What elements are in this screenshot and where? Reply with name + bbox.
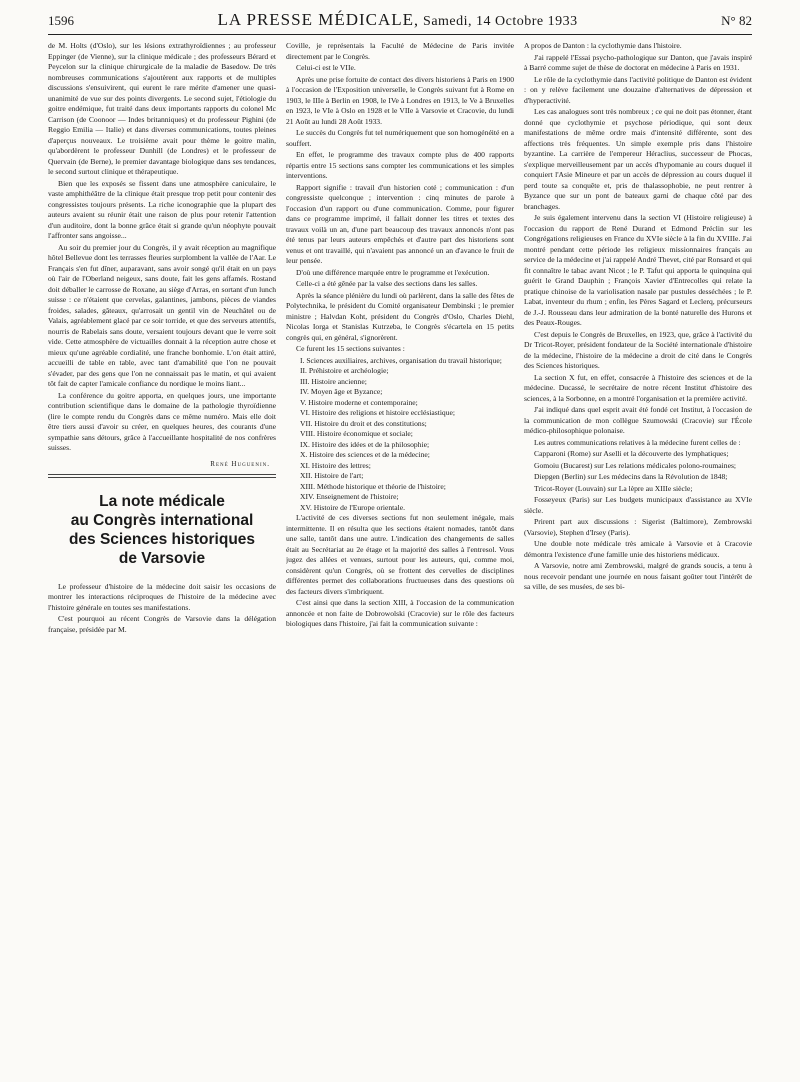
article-title <box>48 492 276 568</box>
paragraph: En effet, le programme des travaux compte plus de 400 rapports répartis entre 15 sections sans compter les communications et les simples interventions. <box>286 150 514 180</box>
paragraph: C'est pourquoi au récent Congrès de Varsovie dans la délégation française, présidée par M. <box>48 614 276 634</box>
column-3 <box>524 41 752 636</box>
paragraph: Rapport signifie : travail d'un historien coté ; communication : d'un congressiste quelconque ; intervention : cinq minutes de parole à l'occasion d'un rapport ou d'une communication. Comme, pour figurer dans ce programme imprimé, il fallait donner les titres et textes des travaux voilà un an, d'une part beaucoup des travaux annoncés n'ont pas été tenus par leurs auteurs empêchés et d'autre part des historiens sont venus et ont travaillé, qui n'avaient pas annoncé un an d'avance le fruit de leur pensée. <box>286 182 514 265</box>
paragraph: J'ai rappelé l'Essai psycho-pathologique sur Danton, que j'avais inspiré à Barré comme sujet de thèse de doctorat en médecine à Paris en 1931. <box>524 52 752 72</box>
paragraph: Gomoiu (Bucarest) sur Les relations médicales polono-roumaines; <box>534 460 737 470</box>
paragraph: J'ai indiqué dans quel esprit avait été fondé cet Institut, à l'occasion de la communication de mon collègue Szumowski (Cracovie) sur l'École médico-philosophique polonaise. <box>524 405 752 435</box>
section-list-item: VIII. Histoire économique et sociale; <box>300 429 413 438</box>
paragraph: Le professeur d'histoire de la médecine doit saisir les occasions de montrer les interactions réciproques de l'histoire de la médecine avec l'histoire générale en toutes ses manifestations. <box>48 581 276 612</box>
paragraph: Une double note médicale très amicale à Varsovie et à Cracovie démontra l'existence d'une famille unie des historiens médicaux. <box>524 539 752 559</box>
paragraph: La conférence du goitre apporta, en quelques jours, une importante contribution scientifique dans le domaine de la pathologie thyroïdienne (lire le compte rendu du Congrès dans ce même numéro. Mais elle doit être tiers aussi d'avoir su créer, en quelques heures, des courants d'une sympathie sans détours, grâce à l'accueillante hospitalité de nos confrères suisses. <box>48 390 276 452</box>
masthead: LA PRESSE MÉDICALE, Samedi, 14 Octobre 1933 <box>217 10 578 29</box>
text-columns <box>48 41 752 636</box>
paragraph: A propos de Danton : la cyclothymie dans l'histoire. <box>524 41 682 50</box>
paragraph: La section X fut, en effet, consacrée à l'histoire des sciences et de la médecine. Ducassé, le secrétaire de notre récent Institut d'histoire des sciences, à la Sorbonne, en a montré l'organisation et la première activité. <box>524 372 752 403</box>
paragraph: D'où une différence marquée entre le programme et l'exécution. <box>296 267 490 277</box>
section-list-item: XV. Histoire de l'Europe orientale. <box>300 502 405 512</box>
paragraph: Les cas analogues sont très nombreux ; ce qui ne doit pas étonner, étant donné que cyclothymie et psychose périodique, qui sont deux manifestations de même ordre mais d'intensité différente, sont des affections très fréquentes. Un simple exemple pris dans l'histoire byzantine. La carrière de l'empereur Héraclius, successeur de Phocas, s'explique merveilleusement par un accès d'hypomanie au cours duquel il conquiert l'Asie Mineure et par un accès de dépression au cours duquel il perd toute sa conquête et, pris de thalassophobie, ne peut rentrer à Byzance que sur un pont de bateaux garni de chaque côté par des branchages. <box>524 107 752 211</box>
paragraph: Coville, je représentais la Faculté de Médecine de Paris invitée directement par le Congrès. <box>286 41 514 61</box>
section-list-item: VII. Histoire du droit et des constitutions; <box>300 418 427 428</box>
paragraph: A Varsovie, notre ami Zembrowski, malgré de grands soucis, a tenu à nous recevoir pendant une journée en nous faisant goûter tout l'intérêt de sa ville, de ses musées, de ses bi- <box>524 561 752 591</box>
paragraph: de M. Holts (d'Oslo), sur les lésions extrathyroïdiennes ; au professeur Eppinger (de Vienne), sur la clinique médicale ; des professeurs Bérard et Peycelon sur la clinique chirurgicale de la maladie de Basedow. De très nombreuses communications s'ajoutèrent aux rapports et de multiples discussions s'ensuivirent, qui eurent le rare mérite d'amener une quasi-unanimité de vue sur des points divergents. Le second sujet, l'étiologie du goitre endémique, fut traité dans deux importants rapports du colonel Mc Carrison (de Coonoor — Indes britanniques) et du professeur Pighini (de Reggio Emilia — Italie) et dans diverses communications, toutes pleines d'aperçus nouveaux. Le troisième avait pour thème le goitre malin, qu'abordèrent le professeur Dunhill (de Londres) et le professeur de Quervain (de Berne), le premier davantage biologique dans ses tendances, le second surtout clinique et thérapeutique. <box>48 41 276 176</box>
section-list-item: XIII. Méthode historique et théorie de l'histoire; <box>300 481 446 491</box>
paragraph: Le succès du Congrès fut tel numériquement que son homogénéité en a souffert. <box>286 128 514 148</box>
paragraph: Fosseyeux (Paris) sur Les budgets municipaux d'assistance au XVIe siècle. <box>524 495 752 515</box>
paragraph: Prirent part aux discussions : Sigerist (Baltimore), Zembrowski (Varsovie), Stephen d'Irsey (Paris). <box>524 517 752 537</box>
paragraph: Après la séance plénière du lundi où parlèrent, dans la salle des fêtes de Polytechnika, le président du Comité organisateur Dembinski ; le premier ministre ; Halvdan Koht, président du Congrès d'Oslo, Charles Diehl, Nicolas Iorga et Stanislas Kutrzeba, le Congrès s'écartela en 15 petits congrès qui, en général, s'ignorèrent. <box>286 290 514 342</box>
paragraph: Je suis également intervenu dans la section VI (Histoire religieuse) à l'occasion du rapport de René Durand et Edmond Préclin sur les Congrégations religieuses en France du XVIe siècle à la fin du XVIIIe. J'ai montré pendant cette période les religieux missionnaires français au service de la médecine et j'ai rappelé André Thevet, cité par Ronsard et qui fit connaître le tabac avant Nicot ; le P. Tafut qui apporta le quinquina qui guérit le Grand Dauphin ; François Xavier d'Entrecolles qui relate la pratique chinoise de la variolisation nasale par pustules desséchées ; le P. Labat, inventeur du rhum ; enfin, les Pères Sagard et Leclerq, précurseurs de J.-J. Rousseau dans leur admiration de la bonté naturelle des Hurons et des Peaux-Rouges. <box>524 213 752 327</box>
section-list-item: VI. Histoire des religions et histoire ecclésiastique; <box>300 408 455 417</box>
paragraph: Au soir du premier jour du Congrès, il y avait réception au magnifique hôtel Bellevue dont les terrasses fleuries surplombent la vallée de l'Aar. Le Français s'en fut dîner, auparavant, sans avoir songé qu'il était en un pays où l'air de l'Oberland neigeux, sans doute, fait les gens affamés. Rostand doit déballer le carrosse de Roxane, au siège d'Arras, en sortant d'un lunch suisse : ce n'étaient que cervelas, galantines, jambons, pièces de viandes froides, salades, gâteaux, qu'arrosait un gentil vin de Neuchâtel ou de Valais, agréablement glacé par ce soir torride, et que des serveurs attentifs, nourris de Rabelais sans doute, versaient toujours devant que le verre soit vide. Cette atmosphère de victuailles donnait à la réception autre chose et mieux qu'une agréable cordialité, une franche bonhomie. L'on était attiré, accueilli de table en table, avec tant d'amabilité que l'on ne pouvait s'évader, par des gens que l'on ne connaissait pas le matin, et qui avaient tôt fait de capter l'amicale confiance du nordique le moins liant... <box>48 242 276 388</box>
title-line: La note médicale <box>99 492 225 510</box>
section-list-item: IX. Histoire des idées et de la philosophie; <box>300 439 430 449</box>
paragraph: Diepgen (Berlin) sur Les médecins dans la Révolution de 1848; <box>534 472 728 481</box>
paragraph: Capparoni (Rome) sur Aselli et la découverte des lymphatiques; <box>534 449 729 458</box>
paragraph: Bien que les exposés se fissent dans une atmosphère caniculaire, le vaste amphithéâtre de la clinique était presque trop petit pour contenir des congressistes toujours présents. La riche iconographie que la plupart des auteurs avaient su réunir était une raison de plus pour retenir l'attention d'un auditoire, dont la bonne grâce était si grande qu'un néophyte pouvait l'affronter sans angoisse... <box>48 178 276 240</box>
title-line: des Sciences historiques <box>68 530 256 548</box>
paragraph: L'activité de ces diverses sections fut non seulement inégale, mais intermittente. Il en résulta que les sections étaient nomades, tantôt dans une salle, tantôt dans une autre. L'indication des changements de salles était au Secrétariat au 2e étage et la majorité des salles à l'entresol. Vous jugez des allées et venues, surtout pour les auteurs, qui, comme moi, considèrent qu'un Congrès, où se frottent des cervelles de disciplines différentes permet des collaborations fructueuses dans des questions où des facteurs divers s'imbriquent. <box>286 513 514 596</box>
column-1 <box>48 41 276 636</box>
section-list-item: XI. Histoire des lettres; <box>300 460 371 470</box>
section-list-item: V. Histoire moderne et contemporaine; <box>300 397 418 407</box>
page-header <box>48 10 752 35</box>
paragraph: Les autres communications relatives à la médecine furent celles de : <box>534 437 741 447</box>
paragraph: C'est ainsi que dans la section XIII, à l'occasion de la communication annoncée et non faite de Dobrowolski (Cracovie) sur le rôle des facteurs biologiques dans l'histoire, j'ai fait la communication suivante : <box>286 598 514 628</box>
paragraph: Le rôle de la cyclothymie dans l'activité politique de Danton est évident : on y relève facilement une douzaine d'alternatives de dépression et d'hyperactivité. <box>524 74 752 105</box>
paragraph: Ce furent les 15 sections suivantes : <box>296 344 405 353</box>
paragraph: C'est depuis le Congrès de Bruxelles, en 1923, que, grâce à l'activité du Dr Tricot-Royer, président fondateur de la Société internationale d'histoire de la médecine, l'histoire de la médecine a droit de cité dans le Congrès des Sciences historiques. <box>524 329 752 370</box>
title-line: au Congrès international <box>70 511 254 529</box>
column-2 <box>286 41 514 636</box>
section-list-item: III. Histoire ancienne; <box>300 376 367 386</box>
title-line: de Varsovie <box>118 549 206 567</box>
paragraph: Après une prise fortuite de contact des divers historiens à Paris en 1900 à l'occasion de l'Exposition universelle, le Congrès suivant fut à Rome en 1903, le IIIe à Berlin en 1908, le IVe à Londres en 1913, le Ve à Bruxelles en 1923, le VIe à Oslo en 1928 et le VIIe à Varsovie et Cracovie, du lundi 21 Août au lundi 28 Août 1933. <box>286 74 514 126</box>
section-list-item: IV. Moyen âge et Byzance; <box>300 387 383 396</box>
author-signature: René Huguenin. <box>210 459 270 468</box>
paragraph: Tricot-Royer (Louvain) sur La lèpre au XIIIe siècle; <box>534 483 693 493</box>
journal-title: LA PRESSE MÉDICALE <box>217 10 415 29</box>
section-divider <box>48 474 276 478</box>
section-list-item: X. Histoire des sciences et de la médecine; <box>300 450 430 459</box>
issue-date: Samedi, 14 Octobre 1933 <box>423 14 578 29</box>
section-list-item: XII. Histoire de l'art; <box>300 471 364 480</box>
issue-number: N° 82 <box>721 13 752 28</box>
section-list-item: II. Préhistoire et archéologie; <box>300 366 389 375</box>
section-list-item: I. Sciences auxiliaires, archives, organisation du travail historique; <box>300 355 502 365</box>
section-list-item: XIV. Enseignement de l'histoire; <box>300 492 399 501</box>
paragraph: Celle-ci a été gênée par la valse des sections dans les salles. <box>296 279 478 288</box>
paragraph: Celui-ci est le VIIe. <box>296 63 356 72</box>
page-number: 1596 <box>48 13 74 28</box>
